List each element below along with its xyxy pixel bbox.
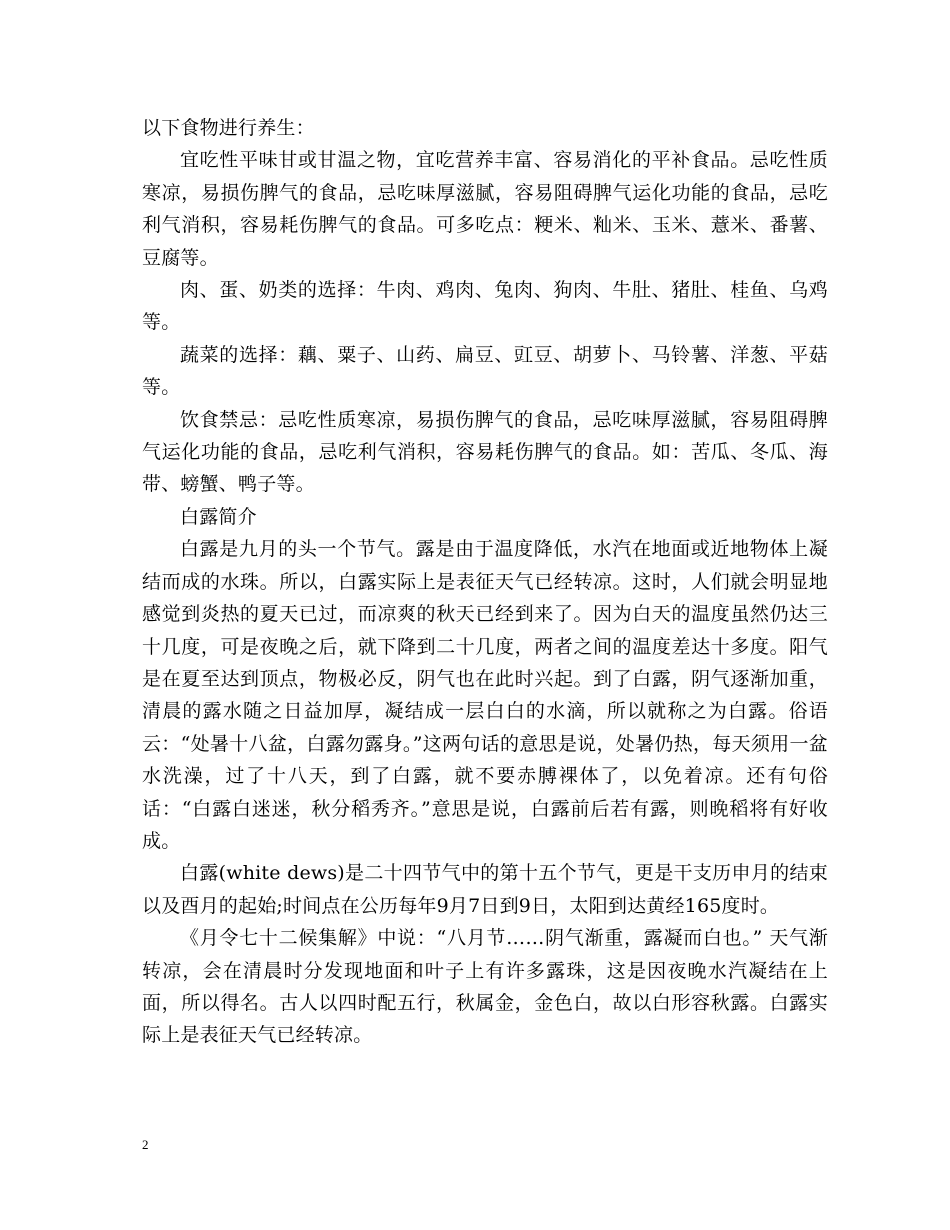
- paragraph: 白露是九月的头一个节气。露是由于温度降低，水汽在地面或近地物体上凝结而成的水珠。所以，白露实际上是表征天气已经转凉。这时，人们就会明显地感觉到炎热的夏天已过，而凉爽的秋天已经到来了。因为白天的温度虽然仍达三十几度，可是夜晚之后，就下降到二十几度，两者之间的温度差达十多度。阳气是在夏至达到顶点，物极必反，阴气也在此时兴起。到了白露，阴气逐渐加重，清晨的露水随之日益加厚，凝结成一层白白的水滴，所以就称之为白露。俗语云：“处暑十八盆，白露勿露身。”这两句话的意思是说，处暑仍热，每天须用一盆水洗澡，过了十八天，到了白露，就不要赤膊裸体了，以免着凉。还有句俗话：“白露白迷迷，秋分稻秀齐。”意思是说，白露前后若有露，则晚稻将有好收成。: [142, 538, 828, 852]
- paragraph: 以下食物进行养生：: [142, 117, 315, 139]
- paragraph: 饮食禁忌：忌吃性质寒凉，易损伤脾气的食品，忌吃味厚滋腻，容易阻碍脾气运化功能的食品，忌吃利气消积，容易耗伤脾气的食品。如：苦瓜、冬瓜、海带、螃蟹、鸭子等。: [142, 408, 828, 496]
- paragraph: 宜吃性平味甘或甘温之物，宜吃营养丰富、容易消化的平补食品。忌吃性质寒凉，易损伤脾气的食品，忌吃味厚滋腻，容易阻碍脾气运化功能的食品，忌吃利气消积，容易耗伤脾气的食品。可多吃点：粳米、籼米、玉米、薏米、番薯、豆腐等。: [142, 149, 828, 269]
- paragraph: 《月令七十二候集解》中说：“八月节……阴气渐重，露凝而白也。” 天气渐转凉，会在清晨时分发现地面和叶子上有许多露珠，这是因夜晚水汽凝结在上面，所以得名。古人以四时配五行，秋属金，金色白，故以白形容秋露。白露实际上是表征天气已经转凉。: [142, 927, 828, 1047]
- section-heading: 白露简介: [180, 505, 257, 528]
- paragraph: 肉、蛋、奶类的选择：牛肉、鸡肉、兔肉、狗肉、牛肚、猪肚、桂鱼、乌鸡等。: [142, 279, 828, 334]
- page-number: 2: [142, 1137, 149, 1152]
- paragraph: 蔬菜的选择：藕、粟子、山药、扁豆、豇豆、胡萝卜、马铃薯、洋葱、平菇等。: [142, 343, 828, 399]
- document-body: [142, 112, 828, 1052]
- paragraph: 白露(white dews)是二十四节气中的第十五个节气，更是干支历申月的结束以及酉月的起始;时间点在公历每年9月7日到9日，太阳到达黄经165度时。: [142, 862, 828, 917]
